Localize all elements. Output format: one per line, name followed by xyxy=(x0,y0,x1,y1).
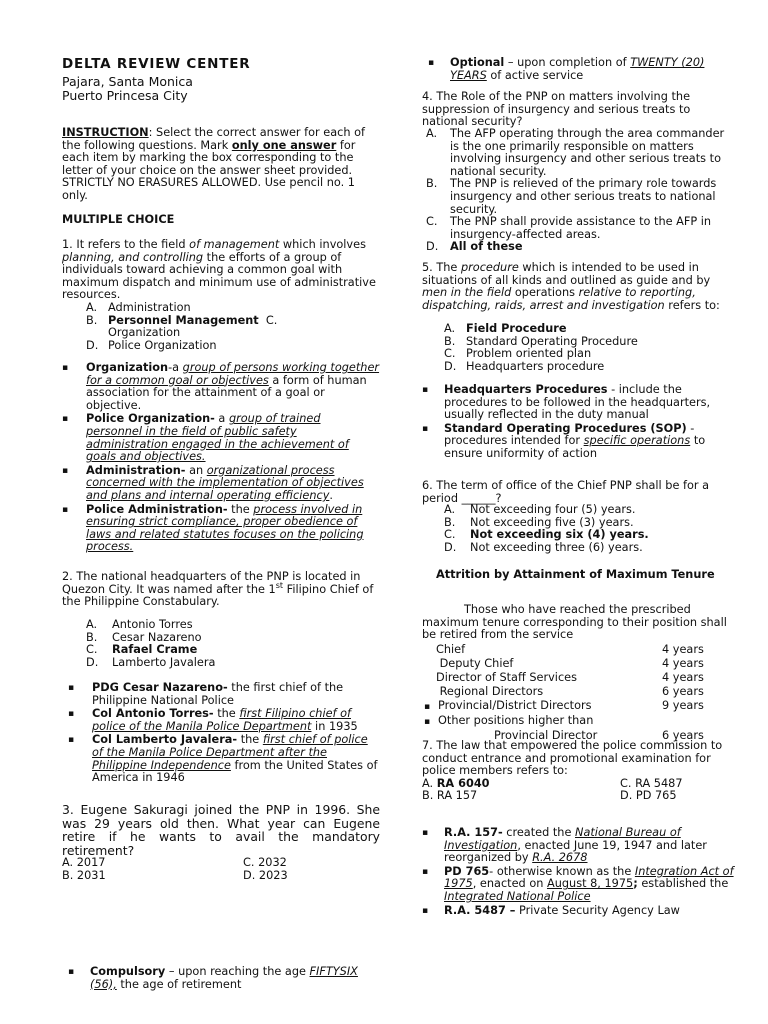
definitions-procedures xyxy=(422,384,734,462)
question-1-text: 1. It refers to the field of management which involves planning, and controlling the efforts of a group of individuals toward achieving a common goal with maximum dispatch and minimum use of administrative resources. xyxy=(62,238,376,302)
definition-item xyxy=(62,362,380,412)
bullet-icon: ▪ xyxy=(422,385,429,395)
question-2 xyxy=(62,571,380,609)
definition-item xyxy=(422,905,734,918)
definition-item xyxy=(422,384,734,422)
definitions-chiefs xyxy=(68,682,380,786)
only-one-answer: only one answer xyxy=(231,138,337,152)
option-item: B. The PNP is relieved of the primary role towards insurgency and other serious treats to national security. xyxy=(426,177,717,216)
definition-text: Police Administration- the process involved in ensuring strict compliance, proper obedience of laws and related statutes focuses on the policing process. xyxy=(86,502,364,554)
question-1-option-c: Organization xyxy=(108,326,181,340)
attrition-text: Those who have reached the prescribed maximum tenure corresponding to their position shall be retired from the service xyxy=(422,603,727,642)
question-7-option-a: A. RA 6040 xyxy=(422,776,490,790)
address-block xyxy=(62,75,380,102)
question-2-options xyxy=(86,619,380,669)
definition-text: R.A. 157- created the National Bureau of Investigation, enacted June 19, 1947 and later reorganized by R.A. 2678 xyxy=(444,826,707,865)
bullet-icon: ▪ xyxy=(424,717,431,727)
question-5-text: 5. The procedure which is intended to be used in situations of all kinds and outlined as guide and by men in the field operations relative to reporting, dispatching, raids, arrest and investigation refers to: xyxy=(422,261,720,312)
attrition-text-block xyxy=(422,604,734,642)
bullet-icon: ▪ xyxy=(68,709,75,720)
definition-text: Police Organization- a group of trained personnel in the field of public safety administration engaged in the achievement of goals and objectives. xyxy=(86,412,349,464)
bullet-icon: ▪ xyxy=(62,363,69,373)
definition-item xyxy=(68,682,380,707)
question-5 xyxy=(422,262,734,312)
bullet-icon: ▪ xyxy=(68,683,75,693)
definition-item xyxy=(68,708,380,733)
document-title: DELTA REVIEW CENTER xyxy=(62,56,251,72)
definition-term: Headquarters Procedures xyxy=(444,383,608,396)
question-7-option-d: D. PD 765 xyxy=(620,789,677,803)
address-line-1: Pajara, Santa Monica xyxy=(62,74,193,89)
question-7-option-b: B. RA 157 xyxy=(422,789,478,803)
bullet-icon: ▪ xyxy=(422,866,429,877)
option-item: B. Cesar Nazareno xyxy=(86,630,202,644)
definition-text: Headquarters Procedures - include the procedures to be followed in the headquarters, usually reflected in the duty manual xyxy=(444,383,711,422)
definition-item xyxy=(62,465,380,503)
definition-text: Administration- an organizational process concerned with the implementation of objectives and plans and internal operating efficiency. xyxy=(86,463,364,502)
tenure-row: ▪ Provincial/District Directors 9 years xyxy=(424,699,704,712)
bullet-icon: ▪ xyxy=(424,702,431,712)
question-6 xyxy=(422,480,734,505)
definition-term: Col Lamberto Javalera- xyxy=(92,733,238,747)
bullet-icon: ▪ xyxy=(422,905,429,916)
definition-item xyxy=(422,827,734,865)
tenure-row: Director of Staff Services 4 years xyxy=(436,671,704,684)
option-item: C. Rafael Crame xyxy=(86,643,198,657)
option-item: C. Problem oriented plan xyxy=(444,347,592,361)
option-item: D. Headquarters procedure xyxy=(444,359,605,373)
bullet-icon: ▪ xyxy=(62,414,69,425)
definition-term: PD 765 xyxy=(444,864,490,878)
option-item: D. Lamberto Javalera xyxy=(86,655,216,669)
definition-item xyxy=(62,413,380,463)
bullet-icon: ▪ xyxy=(68,735,75,746)
bullet-icon: ▪ xyxy=(422,423,429,434)
definition-term: Administration- xyxy=(86,463,186,477)
definition-text: PDG Cesar Nazareno- the first chief of the Philippine National Police xyxy=(92,681,344,707)
question-3-option-d: D. 2023 xyxy=(243,868,288,882)
definition-term: PDG Cesar Nazareno- xyxy=(92,681,228,694)
definition-term: R.A. 157- xyxy=(444,826,503,839)
question-1 xyxy=(62,239,380,352)
tenure-row: Provincial Director 6 years xyxy=(494,729,704,742)
question-7-option-c: C. RA 5487 xyxy=(620,776,683,790)
definition-item xyxy=(62,504,380,554)
address-line-2: Puerto Princesa City xyxy=(62,87,188,103)
tenure-row: Chief 4 years xyxy=(436,643,704,656)
definition-text: PD 765- otherwise known as the Integration Act of 1975, enacted on August 8, 1975; established the Integrated National Police xyxy=(444,864,734,903)
attrition-heading: Attrition by Attainment of Maximum Tenure xyxy=(436,568,715,581)
question-3-text: 3. Eugene Sakuragi joined the PNP in 1996. She was 29 years old then. What year can Eugene retire if he wants to avail the mandatory retirement? xyxy=(62,802,380,858)
option-item: C. Not exceeding six (4) years. xyxy=(444,528,649,542)
definition-term: Compulsory xyxy=(90,965,166,978)
definition-item xyxy=(422,866,734,904)
question-3-option-b: B. 2031 xyxy=(62,868,106,882)
instruction-label: INSTRUCTION xyxy=(62,126,149,139)
question-4 xyxy=(422,91,734,129)
question-1-option-d: D. Police Organization xyxy=(86,338,217,352)
definition-text: R.A. 5487 – Private Security Agency Law xyxy=(444,903,680,917)
tenure-row: Regional Directors 6 years xyxy=(436,685,704,698)
question-2-text: 2. The national headquarters of the PNP is located in Quezon City. It was named after the 1st Filipino Chief of the Philippine Constabulary. xyxy=(62,570,374,609)
definition-item xyxy=(68,734,380,784)
definition-term: Police Organization- xyxy=(86,412,215,426)
option-item: C. The PNP shall provide assistance to the AFP in insurgency-affected areas. xyxy=(426,215,712,241)
option-item: A. Not exceeding four (5) years. xyxy=(444,503,636,516)
definition-term: R.A. 5487 – xyxy=(444,903,516,917)
tenure-row: Deputy Chief 4 years xyxy=(436,657,704,670)
instruction-paragraph: INSTRUCTION: Select the correct answer for each of the following questions. Mark only one answer for each item by marking the box corresponding to the letter of your choice on the answer sheet provided. STRICTLY NO ERASURES ALLOWED. Use pencil no. 1 only. xyxy=(62,126,365,202)
tenure-row: ▪ Other positions higher than xyxy=(424,714,594,727)
option-item: A. The AFP operating through the area commander is the one primarily responsible on matters involving insurgency and other serious treats to national security. xyxy=(426,127,725,178)
definitions-laws xyxy=(422,827,734,918)
bullet-icon: ▪ xyxy=(68,967,75,977)
option-item: A. Antonio Torres xyxy=(86,618,193,631)
question-3-option-c: C. 2032 xyxy=(243,856,287,870)
bullet-icon: ▪ xyxy=(422,828,429,838)
definition-item xyxy=(422,423,734,461)
question-3 xyxy=(62,803,380,883)
tenure-table xyxy=(422,643,724,743)
question-7-text: 7. The law that empowered the police commission to conduct entrance and promotional examination for police members refers to: xyxy=(422,739,723,778)
definition-item xyxy=(68,966,380,991)
question-4-options xyxy=(426,128,734,254)
question-6-options xyxy=(444,504,734,554)
definition-term: Standard Operating Procedures (SOP) xyxy=(444,421,687,435)
compulsory-retirement xyxy=(68,966,380,991)
definition-text: Optional – upon completion of TWENTY (20) YEARS of active service xyxy=(450,56,705,82)
definition-term: Optional xyxy=(450,56,505,69)
section-label: MULTIPLE CHOICE xyxy=(62,213,175,226)
bullet-icon: ▪ xyxy=(62,504,69,515)
question-5-options xyxy=(444,323,734,373)
option-item: A. Field Procedure xyxy=(444,322,567,335)
bullet-icon: ▪ xyxy=(428,58,435,68)
definition-term: Organization xyxy=(86,361,169,374)
option-item: D. All of these xyxy=(426,240,523,254)
definition-text: Col Antonio Torres- the first Filipino chief of police of the Manila Police Department in 1935 xyxy=(92,707,358,733)
definition-term: Police Administration- xyxy=(86,502,228,516)
option-item: B. Standard Operating Procedure xyxy=(444,334,638,348)
definition-text: Compulsory – upon reaching the age FIFTYSIX (56), the age of retirement xyxy=(90,965,358,991)
question-7 xyxy=(422,740,734,803)
optional-retirement xyxy=(428,57,734,82)
definition-text: Organization-a group of persons working together for a common goal or objectives a form of human association for the attainment of a goal or objective. xyxy=(86,361,380,412)
question-4-text: 4. The Role of the PNP on matters involving the suppression of insurgency and serious treats to national security? xyxy=(422,90,691,129)
definition-item xyxy=(428,57,734,82)
definition-text: Col Lamberto Javalera- the first chief of police of the Manila Police Department after the Philippine Independence from the United States of America in 1946 xyxy=(92,733,378,785)
definitions-organization xyxy=(62,362,380,555)
question-1-option-a: A. Administration xyxy=(86,300,191,314)
question-6-text: 6. The term of office of the Chief PNP shall be for a period ______? xyxy=(422,479,710,505)
option-item: D. Not exceeding three (6) years. xyxy=(444,540,643,554)
question-1-option-b: B. Personnel Management C. xyxy=(86,313,278,327)
bullet-icon: ▪ xyxy=(62,465,69,476)
question-3-option-a: A. 2017 xyxy=(62,856,106,870)
definition-term: Col Antonio Torres- xyxy=(92,707,214,721)
option-item: B. Not exceeding five (3) years. xyxy=(444,515,634,529)
definition-text: Standard Operating Procedures (SOP) - procedures intended for specific operations to ensure uniformity of action xyxy=(444,421,706,460)
